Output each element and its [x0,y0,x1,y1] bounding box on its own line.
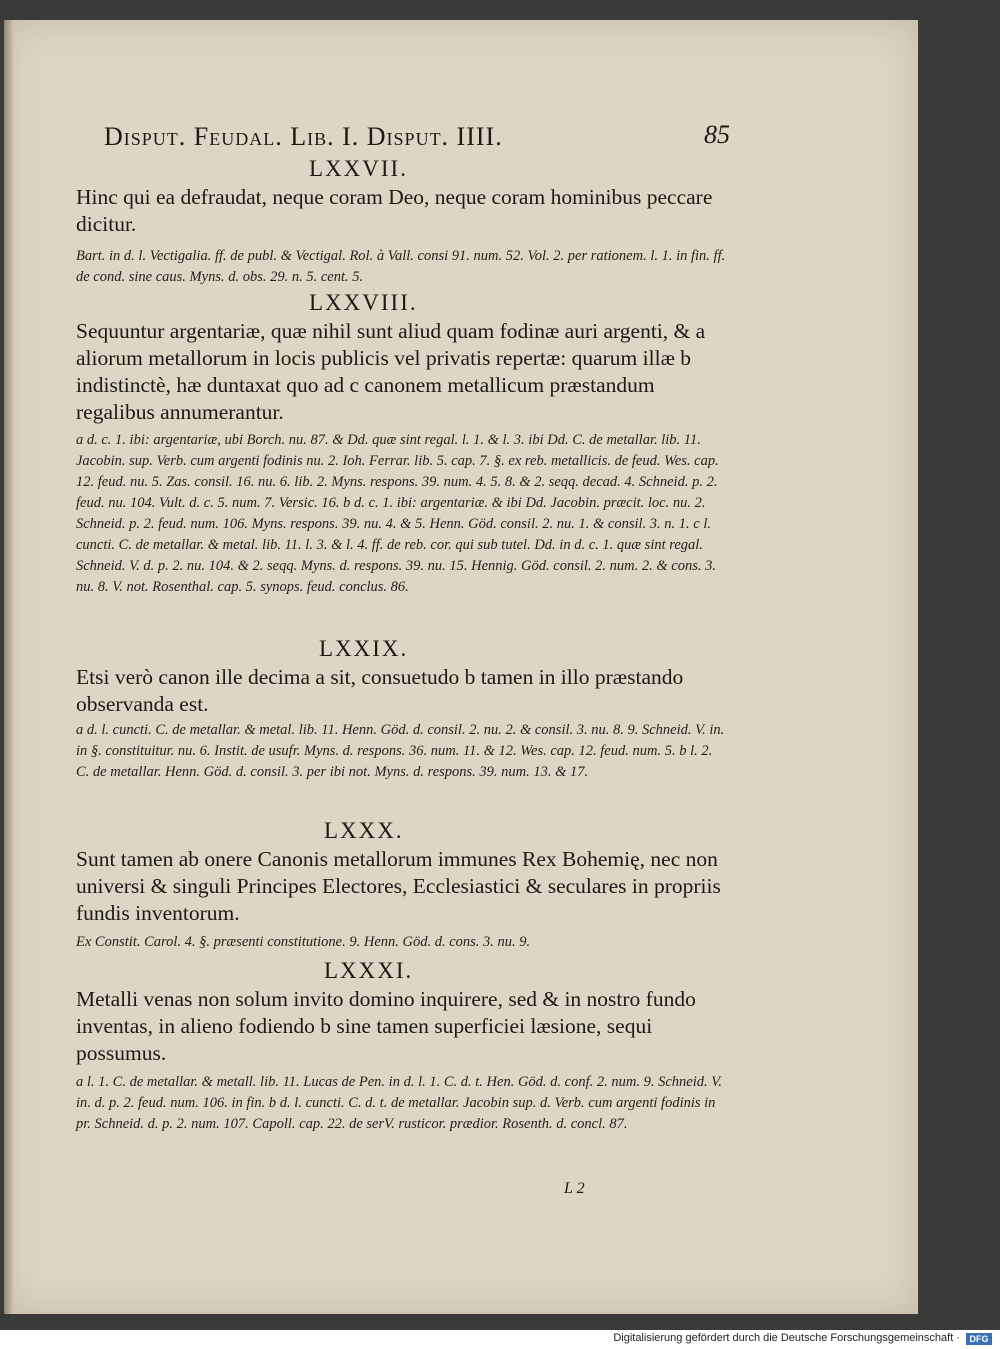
section-notes: Bart. in d. l. Vectigalia. ff. de publ. & Vectigal. Rol. à Vall. consi 91. num. 52. Vol. 2. per rationem. l. 1. in fin. ff. de cond. sine caus. Myns. d. obs. 29. n. 5. cent. 5. [76,248,726,285]
section-text: Metalli venas non solum invito domino inquirere, sed & in nostro fundo inventas, in alieno fodiendo b sine tamen superficiei læsione, sequi possumus. [76,987,696,1065]
section-notes: a d. c. 1. ibi: argentariæ, ubi Borch. nu. 87. & Dd. quæ sint regal. l. 1. & l. 3. ibi Dd. C. de metallar. lib. 11. Jacobin. sup. Verb. cum argenti fodinis nu. 2. Ioh. Ferrar. lib. 5. cap. 7. §. ex reb. metallicis. de feud. Wes. cap. 12. feud. nu. 5. Zas. consil. 16. nu. 6. lib. 2. Myns. respons. 39. num. 4. 5. 8. & 2. seqq. decad. 4. Schneid. p. 2. feud. nu. 104. Vult. d. c. 5. num. 7. Versic. 16. b d. c. 1. ibi: argentariæ. & ibi Dd. Jacobin. præcit. loc. nu. 2. Schneid. p. 2. feud. num. 106. Myns. respons. 39. nu. 4. & 5. Henn. Göd. consil. 2. nu. 1. & consil. 3. n. 1. c l. cuncti. C. de metallar. & metal. lib. 11. l. 3. & l. 4. ff. de reb. cor. qui sub tutel. Dd. in d. c. 1. quæ sint regal. Schneid. V. d. p. 2. nu. 104. & 2. seqq. Myns. d. respons. 39. nu. 15. Hennig. Göd. consil. 2. num. 2. & cons. 3. nu. 8. V. not. Rosenthal. cap. 5. synops. feud. conclus. 86. [76,432,719,595]
section-number: LXXVII. [309,156,408,181]
catchword: L 2 [564,1180,585,1197]
page-edge [4,20,14,1314]
section-text: Sequuntur argentariæ, quæ nihil sunt aliud quam fodinæ auri argenti, & a aliorum metallorum in locis publicis vel privatis repertæ: quarum illæ b indistinctè, hæ duntaxat quo ad c canonem metallicum præstandum regalibus annumerantur. [76,319,706,424]
page-number: 85 [704,120,730,149]
section-text: Hinc qui ea defraudat, neque coram Deo, neque coram hominibus peccare dicitur. [76,185,713,236]
section-text: Sunt tamen ab onere Canonis metallorum immunes Rex Bohemię, nec non universi & singuli Principes Electores, Ecclesiastici & seculares in propriis fundis inventorum. [76,847,721,925]
section-notes: a d. l. cuncti. C. de metallar. & metal. lib. 11. Henn. Göd. d. consil. 2. nu. 2. & consil. 3. nu. 8. 9. Schneid. V. in. in §. constituitur. nu. 6. Instit. de usufr. Myns. d. respons. 36. num. 11. & 12. Wes. cap. 12. feud. num. 5. b l. 2. C. de metallar. Henn. Göd. d. consil. 3. per ibi not. Myns. d. respons. 39. num. 13. & 17. [76,722,725,780]
running-head: Disput. Feudal. Lib. I. Disput. IIII. [104,122,503,151]
section-notes: a l. 1. C. de metallar. & metall. lib. 11. Lucas de Pen. in d. l. 1. C. d. t. Hen. Göd. d. conf. 2. num. 9. Schneid. V. in. d. p. 2. feud. num. 106. in fin. b d. l. cuncti. C. d. t. de metallar. Jacobin sup. d. Verb. cum argenti fodinis in pr. Schneid. d. p. 2. num. 107. Capoll. cap. 22. de serV. rusticor. prædior. Rosenth. d. concl. 87. [76,1074,722,1132]
section-number: LXXXI. [324,958,414,983]
dfg-logo[interactable]: DFG [966,1333,992,1345]
funding-credit: Digitalisierung gefördert durch die Deutsche Forschungsgemeinschaft · [613,1332,960,1344]
section-number: LXXIX. [319,636,409,661]
section-number: LXXVIII. [309,290,418,315]
section-notes: Ex Constit. Carol. 4. §. præsenti constitutione. 9. Henn. Göd. d. cons. 3. nu. 9. [76,934,531,950]
section-number: LXXX. [324,818,404,843]
footer-bar [0,1330,1000,1349]
book-page [4,20,918,1314]
section-text: Etsi verò canon ille decima a sit, consuetudo b tamen in illo præstando observanda est. [76,665,684,716]
